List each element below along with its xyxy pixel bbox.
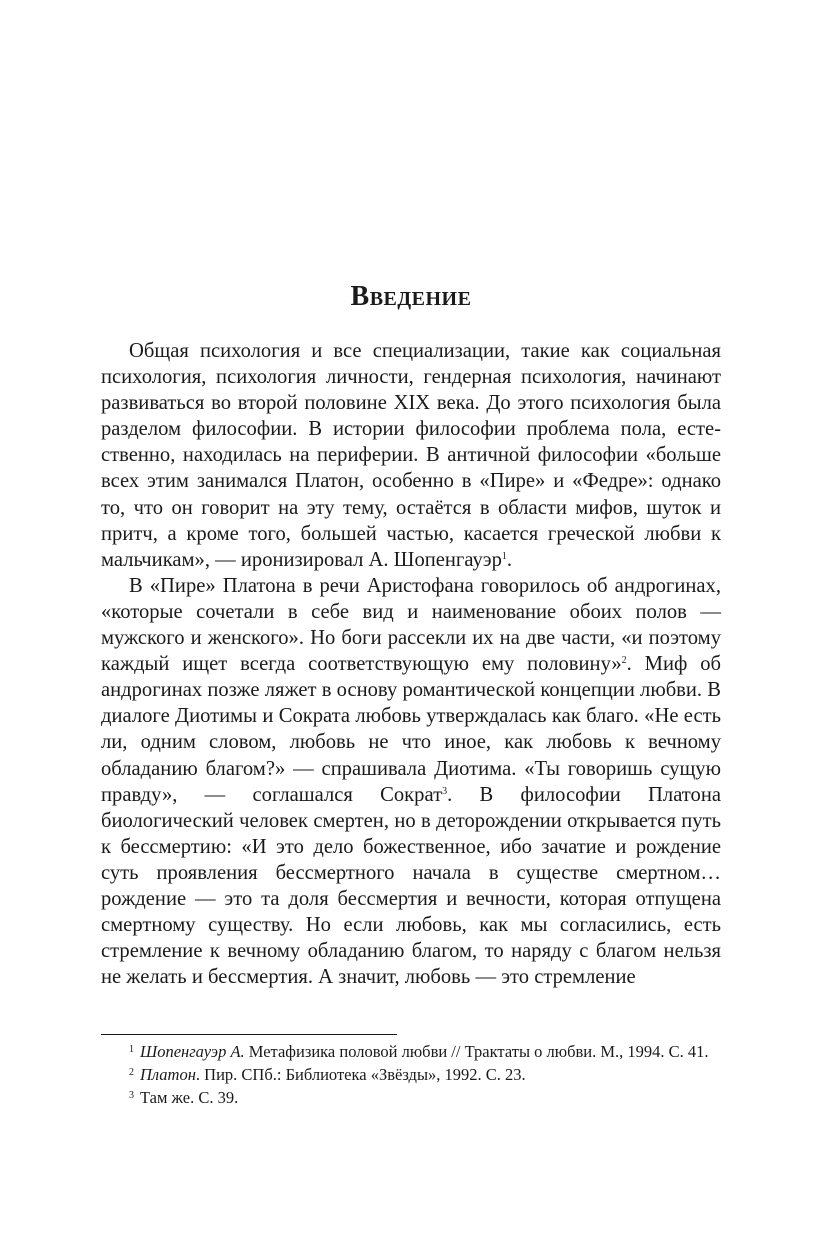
footnote-ref-3[interactable]: 3 — [442, 785, 448, 797]
footnote-author: Шопенгауэр А. — [140, 1042, 245, 1061]
footnote-ref-2[interactable]: 2 — [621, 655, 627, 667]
footnote-number: 2 — [129, 1067, 134, 1078]
footnote-divider — [101, 1034, 397, 1035]
paragraph-2: В «Пире» Платона в речи Аристофана говорилось об андрогинах, «которые сочетали в себе вид и наименование обоих полов — мужского и женского». Но боги рассекли их на две части, «и поэтому каждый ищет всегда соответствующую ему половину»$^2$. Миф об андрогинах позже ляжет в основу романтической концепции любви. В диалоге Диотимы и Сократа любовь утверждалась как благо. «Не есть ли, одним словом, любовь не что иное, как любовь к вечному обладанию благом?» — спрашивала Диотима. «Ты говоришь сущую правду», — соглашался Сократ$^3$. В философии Платона биологический человек смертен, но в деторождении открывается путь к бессмертию: «И это дело божественное, ибо зачатие и рождение суть проявления бессмертного начала в существе смертном… рождение — это та доля бессмертия и вечности, которая отпущена смертному существу. Но если любовь, как мы согласились, есть стремление к вечному обладанию благом, то наряду с благом нельзя не желать и бессмертия. А значит, любовь — это стремление — [101, 574, 721, 989]
paragraph-1: Общая психология и все специализации, такие как социальная психология, психология личности, гендерная психология, начинают развиваться во второй половине XIX века. До этого психология была разделом философии. В истории философии проблема пола, естественно, находилась на периферии. В античной философии «больше всех этим занимался Платон, особенно в «Пире» и «Федре»: однако то, что он говорит на эту тему, остаётся в области мифов, шуток и притч, а кроме того, большей частью, касается греческой любви к мальчикам», — иронизировал А. Шопенгауэр$^1$. — [101, 340, 721, 571]
footnote-3: $^3$ Там же. С. 39. — [129, 1088, 239, 1107]
footnote-number: 1 — [129, 1044, 134, 1055]
footnote-author: Платон — [140, 1065, 196, 1084]
footnote-number: 3 — [129, 1090, 134, 1101]
book-page — [101, 0, 721, 1241]
footnote-1: $^1$ Шопенгауэр А. Метафизика половой любви // Трактаты о любви. М., 1994. С. 41. — [129, 1042, 709, 1061]
footnotes — [101, 1040, 721, 1109]
footnote-ref-1[interactable]: 1 — [501, 550, 507, 562]
chapter-title: Введение — [350, 281, 472, 312]
footnote-2: $^2$ Платон. Пир. СПб.: Библиотека «Звёзды», 1992. С. 23. — [129, 1065, 526, 1084]
main-text — [101, 338, 721, 990]
